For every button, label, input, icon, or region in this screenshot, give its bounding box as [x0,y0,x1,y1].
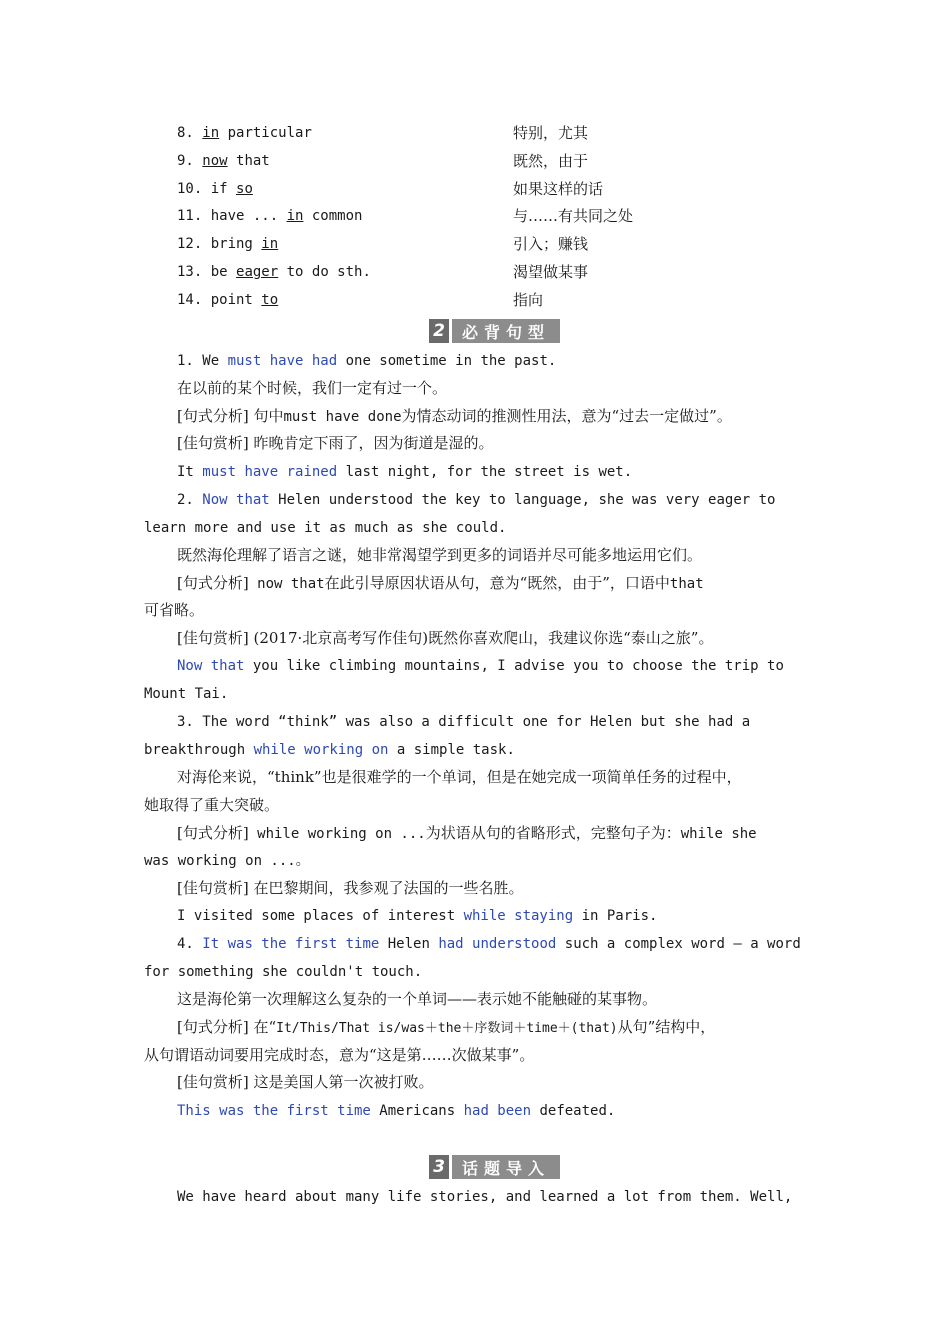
sentence-4-en-line1: 4. It was the first time Helen had understood such a complex word — a word [177,936,801,952]
sentence-3-analysis: [句式分析] while working on ...为状语从句的省略形式，完整句子为：while she [177,824,757,842]
sentence-3-cn-line1: 对海伦来说，“think”也是很难学的一个单词，但是在她完成一项简单任务的过程中， [177,768,742,786]
phrase-cn: 特别，尤其 [513,124,589,142]
phrase-cn: 如果这样的话 [513,179,604,198]
sentence-3-example-en: I visited some places of interest while staying in Paris. [177,908,658,924]
sentence-2-en-line1: 2. Now that Helen understood the key to language, she was very eager to [177,492,776,508]
phrase-en: 8. in particular [177,125,312,141]
underlined-word: in [286,208,304,225]
section-number: 3 [429,1155,449,1179]
phrase-en: 10. if so [177,180,253,197]
underlined-word: in [261,236,279,253]
sentence-1-en: 1. We must have had one sometime in the past. [177,353,557,369]
highlight: had understood [438,936,557,952]
highlight: This was the first time [177,1103,371,1119]
sentence-4-analysis: [句式分析] 在“It/This/That is/was＋the＋序数词＋time＋(that)从句”结构中， [177,1018,716,1036]
sentence-2-example-cn: [佳句赏析] (2017·北京高考写作佳句)既然你喜欢爬山，我建议你选“泰山之旅”。 [177,629,714,647]
phrase-cn: 引入；赚钱 [513,235,589,254]
sentence-2-cn: 既然海伦理解了语言之谜，她非常渴望学到更多的词语并尽可能多地运用它们。 [177,546,703,564]
phrase-cn: 指向 [513,290,544,309]
underlined-word: so [236,180,253,197]
sentence-3-analysis-line2: was working on ...。 [144,853,310,869]
sentence-1-example-cn: [佳句赏析] 昨晚肯定下雨了，因为街道是湿的。 [177,434,494,452]
sentence-2-example-en-line1: Now that you like climbing mountains, I advise you to choose the trip to [177,658,784,674]
underlined-word: eager [236,264,279,280]
sentence-2-example-en-line2: Mount Tai. [144,686,229,702]
phrase-en: 13. be eager to do sth. [177,264,371,280]
sentence-2-analysis-line2: 可省略。 [144,601,205,619]
phrase-cn: 渴望做某事 [513,263,589,281]
highlight: It was the first time [202,936,380,952]
sentence-1-example-en: It must have rained last night, for the street is wet. [177,464,633,480]
sentence-2-en-line2: learn more and use it as much as she could. [144,520,507,536]
sentence-4-en-line2: for something she couldn't touch. [144,964,423,980]
section-title: 必背句型 [452,319,560,343]
phrase-en: 11. have ... in common [177,208,363,225]
highlight: must have rained [202,464,338,480]
sentence-4-example-cn: [佳句赏析] 这是美国人第一次被打败。 [177,1073,434,1091]
highlight: while staying [463,908,574,924]
topic-intro-line1: We have heard about many life stories, and learned a lot from them. Well, [177,1189,793,1205]
sentence-4-analysis-line2: 从句谓语动词要用完成时态，意为“这是第……次做某事”。 [144,1046,535,1064]
sentence-4-example-en: This was the first time Americans had been defeated. [177,1103,616,1119]
sentence-1-cn: 在以前的某个时候，我们一定有过一个。 [177,379,448,397]
underlined-word: in [202,125,220,141]
sentence-3-example-cn: [佳句赏析] 在巴黎期间，我参观了法国的一些名胜。 [177,879,524,897]
sentence-1-analysis: [句式分析] 句中must have done为情态动词的推测性用法，意为“过去一定做过”。 [177,407,732,425]
highlight: Now that [202,492,270,508]
highlight: had been [463,1103,532,1119]
phrase-cn: 与……有共同之处 [513,207,634,226]
sentence-2-analysis: [句式分析] now that在此引导原因状语从句，意为“既然，由于”，口语中that [177,574,704,592]
highlight: must have had [227,353,338,369]
underlined-word: now [202,152,228,169]
section-header-3 [429,1155,560,1179]
underlined-word: to [261,291,279,308]
phrase-en: 12. bring in [177,236,279,253]
phrase-en: 9. now that [177,152,270,169]
phrase-cn: 既然，由于 [513,151,589,170]
sentence-4-cn: 这是海伦第一次理解这么复杂的一个单词——表示她不能触碰的某事物。 [177,990,658,1008]
sentence-3-en-line1: 3. The word “think” was also a difficult one for Helen but she had a [177,714,751,730]
highlight: Now that [177,658,245,674]
section-header-2 [429,319,560,343]
section-title: 话题导入 [452,1155,560,1179]
sentence-3-cn-line2: 她取得了重大突破。 [144,796,280,814]
highlight: while working on [253,742,389,758]
sentence-3-en-line2: breakthrough while working on a simple task. [144,742,515,758]
phrase-en: 14. point to [177,291,279,308]
section-number: 2 [429,319,449,343]
